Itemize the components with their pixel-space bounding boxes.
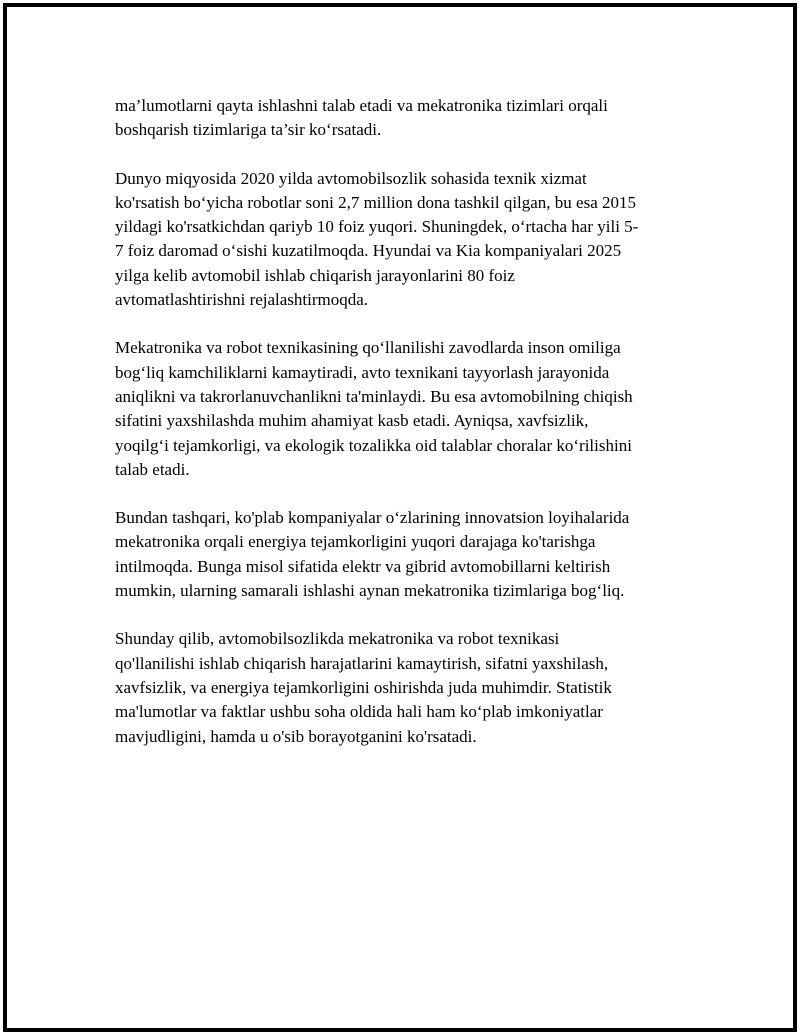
text-line: Shunday qilib, avtomobilsozlikda mekatronika va robot texnikasi — [115, 629, 560, 649]
text-line: ma’lumotlarni qayta ishlashni talab etadi va mekatronika tizimlari orqali — [115, 96, 608, 115]
paragraph — [115, 167, 690, 313]
text-line: mekatronika orqali energiya tejamkorligini yuqori darajaga ko'tarishga — [115, 532, 596, 552]
paragraph — [115, 627, 690, 748]
text-line: sifatini yaxshilashda muhim ahamiyat kasb etadi. Ayniqsa, xavfsizlik, — [115, 411, 589, 431]
text-line: aniqlikni va takrorlanuvchanlikni ta'minlaydi. Bu esa avtomobilning chiqish — [115, 386, 633, 406]
text-line: mumkin, ularning samarali ishlashi aynan mekatronika tizimlariga bog‘liq. — [115, 581, 625, 601]
text-line: ma'lumotlar va faktlar ushbu soha oldida hali ham ko‘plab imkoniyatlar — [115, 702, 603, 722]
text-line: yilga kelib avtomobil ishlab chiqarish jarayonlarini 80 foiz — [115, 265, 515, 285]
paragraph — [115, 506, 690, 603]
text-line: Mekatronika va robot texnikasining qo‘llanilishi zavodlarda inson omiliga — [115, 338, 621, 358]
text-line: qo'llanilishi ishlab chiqarish harajatlarini kamaytirish, sifatni yaxshilash, — [115, 653, 609, 673]
text-line: intilmoqda. Bunga misol sifatida elektr va gibrid avtomobillarni keltirish — [115, 556, 611, 576]
text-line: ko'rsatish bo‘yicha robotlar soni 2,7 million dona tashkil qilgan, bu esa 2015 — [115, 192, 637, 212]
text-line: boshqarish tizimlariga ta’sir ko‘rsatadi. — [115, 120, 382, 140]
text-line: Dunyo miqyosida 2020 yilda avtomobilsozlik sohasida texnik xizmat — [115, 168, 587, 188]
text-line: yoqilg‘i tejamkorligi, va ekologik tozalikka oid talablar choralar ko‘rilishini — [115, 435, 632, 455]
text-line: 7 foiz daromad o‘sishi kuzatilmoqda. Hyundai va Kia kompaniyalari 2025 — [115, 241, 622, 261]
text-line: yildagi ko'rsatkichdan qariyb 10 foiz yuqori. Shuningdek, o‘rtacha har yili 5- — [115, 217, 639, 237]
text-line: avtomatlashtirishni rejalashtirmoqda. — [115, 290, 369, 310]
text-line: bog‘liq kamchiliklarni kamaytiradi, avto texnikani tayyorlash jarayonida — [115, 362, 610, 382]
text-line: talab etadi. — [115, 459, 190, 479]
text-line: mavjudligini, hamda u o'sib borayotganini ko'rsatadi. — [115, 726, 477, 746]
document-body — [115, 94, 690, 773]
paragraph — [115, 336, 690, 482]
text-line: Bundan tashqari, ko'plab kompaniyalar o‘zlarining innovatsion loyihalarida — [115, 508, 630, 528]
paragraph — [115, 94, 690, 143]
text-line: xavfsizlik, va energiya tejamkorligini oshirishda juda muhimdir. Statistik — [115, 677, 612, 697]
